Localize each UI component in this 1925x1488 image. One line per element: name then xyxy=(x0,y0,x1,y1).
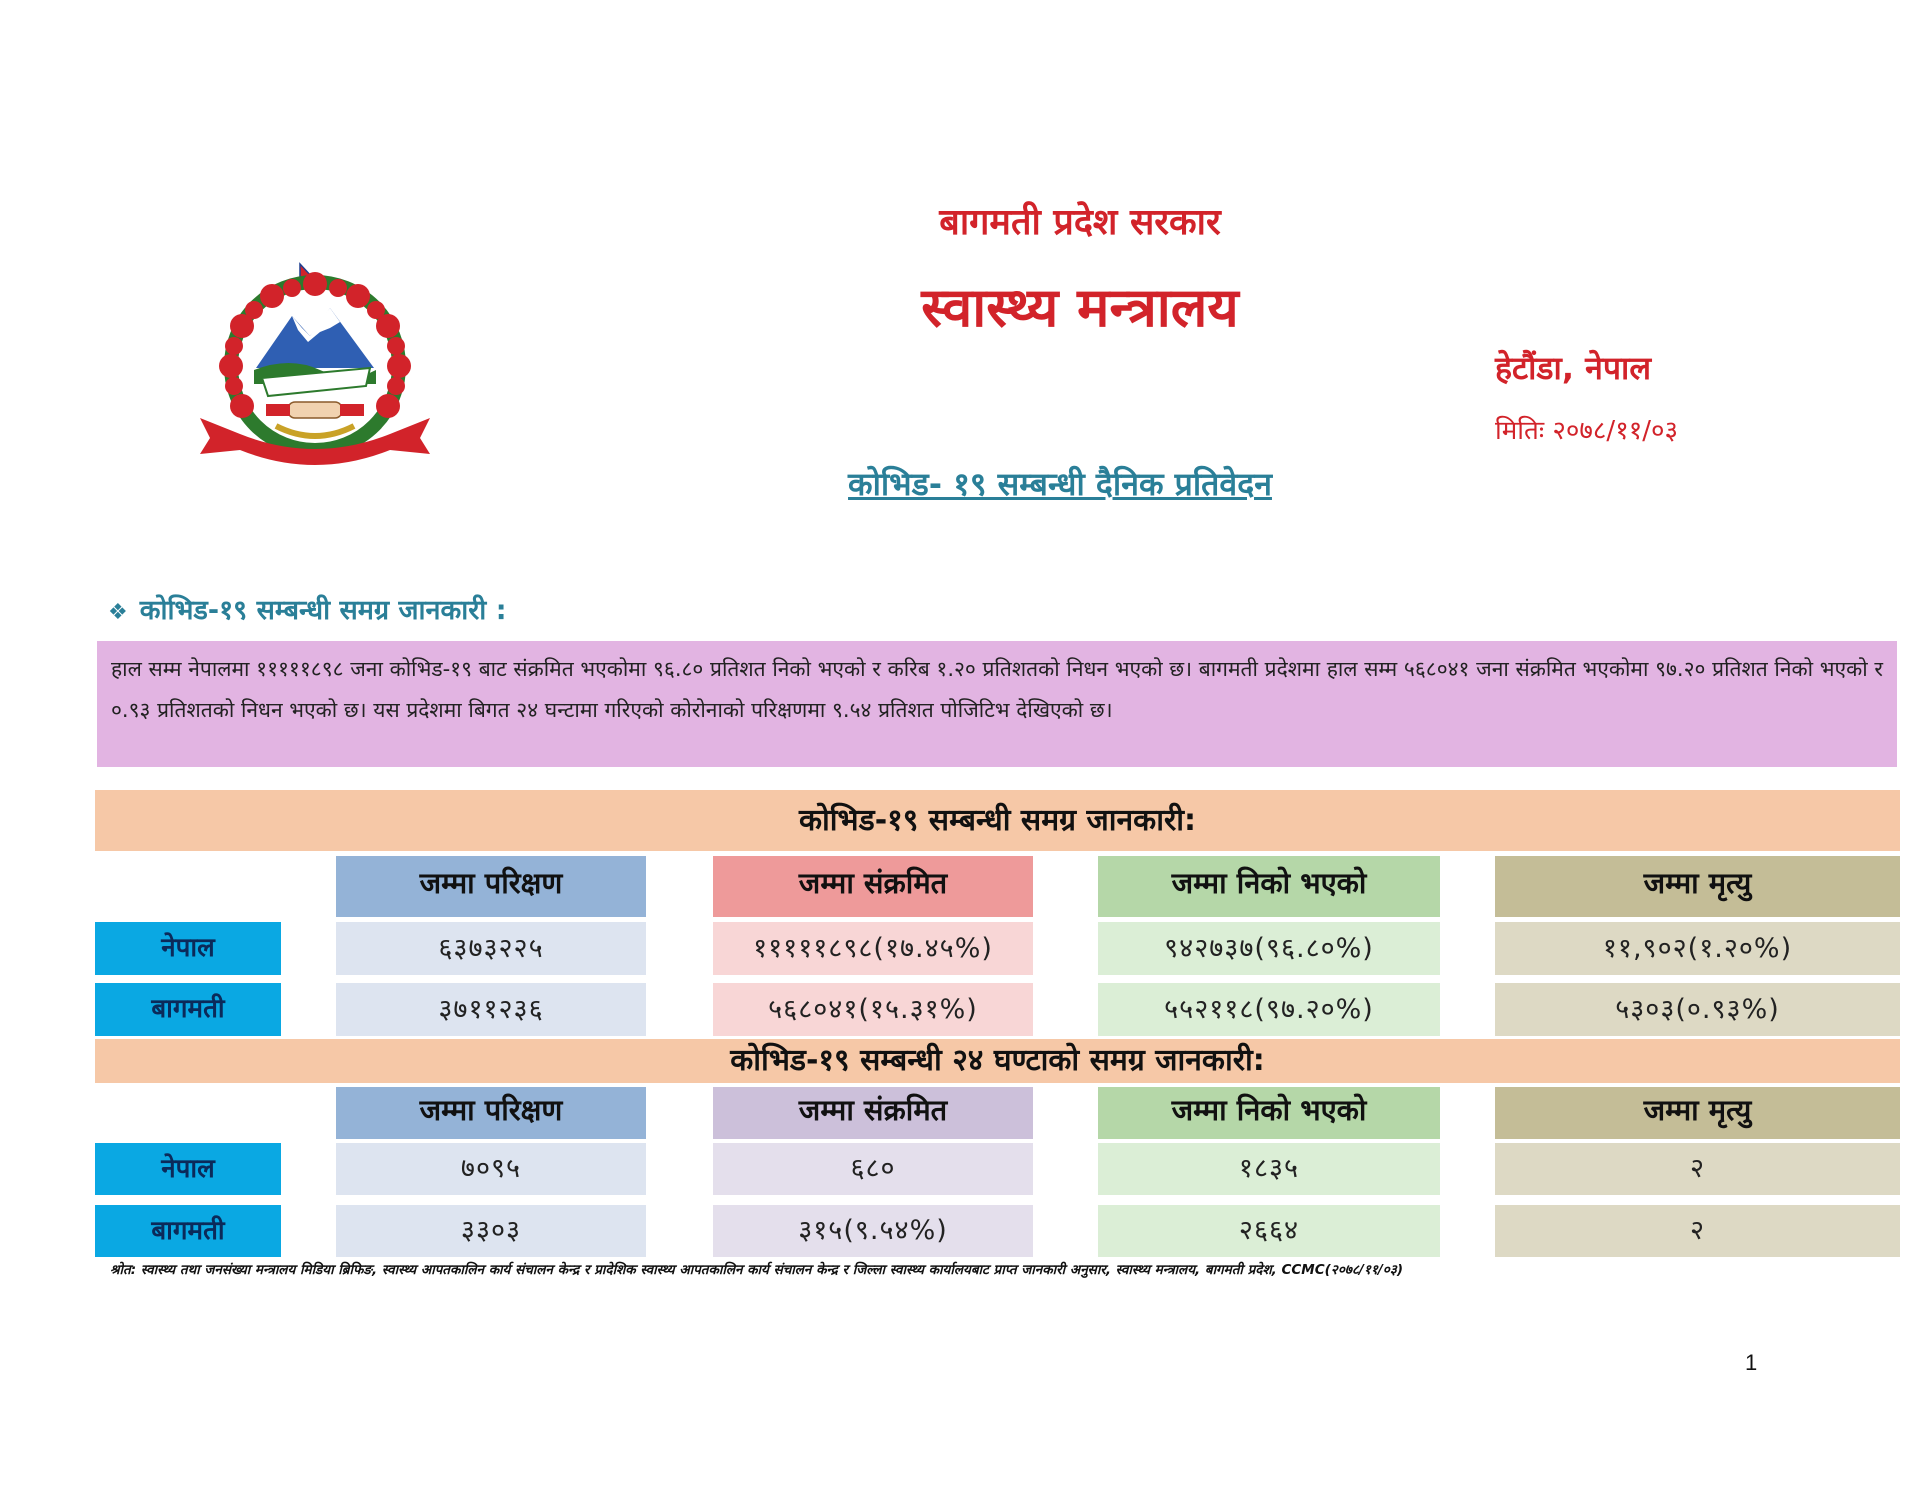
daily-header-total-tests: जम्मा परिक्षण xyxy=(336,1087,646,1139)
overall-header-total-recovered: जम्मा निको भएको xyxy=(1098,856,1440,917)
daily-header-total-deaths: जम्मा मृत्यु xyxy=(1495,1087,1900,1139)
daily-row-label-bagmati: बागमती xyxy=(95,1205,281,1257)
page-number: 1 xyxy=(1745,1350,1758,1375)
section-heading xyxy=(108,590,507,627)
daily-header-total-infected: जम्मा संक्रमित xyxy=(713,1087,1033,1139)
overall-nepal-recovered: ९४२७३७(९६.८०%) xyxy=(1098,922,1440,975)
daily-nepal-deaths: २ xyxy=(1495,1143,1900,1195)
daily-nepal-recovered: १८३५ xyxy=(1098,1143,1440,1195)
report-date: मितिः २०७८/११/०३ xyxy=(1495,416,1679,446)
daily-header-total-recovered: जम्मा निको भएको xyxy=(1098,1087,1440,1139)
daily-nepal-tests: ७०९५ xyxy=(336,1143,646,1195)
government-name: बागमती प्रदेश सरकार xyxy=(939,202,1221,243)
daily-table-title: कोभिड-१९ सम्बन्धी २४ घण्टाको समग्र जानकारी: xyxy=(95,1039,1900,1083)
overall-header-total-tests: जम्मा परिक्षण xyxy=(336,856,646,917)
overall-bagmati-infected: ५६८०४१(१५.३१%) xyxy=(713,983,1033,1036)
section-heading-text: कोभिड-१९ सम्बन्धी समग्र जानकारी : xyxy=(139,595,507,626)
source-note: श्रोत: स्वास्थ्य तथा जनसंख्या मन्त्रालय मिडिया ब्रिफिङ, स्वास्थ्य आपतकालिन कार्य संचालन केन्द्र र प्रादेशिक स्वास्थ्य आपतकालिन कार्य संचालन केन्द्र र जिल्ला स्वास्थ्य कार्यालयबाट प्राप्त जानकारी अनुसार, स्वास्थ्य मन्त्रालय, बागमती प्रदेश, CCMC(२०७८/११/०३) xyxy=(110,1262,1404,1278)
report-title: कोभिड- १९ सम्बन्धी दैनिक प्रतिवेदन xyxy=(848,465,1272,503)
overall-header-total-deaths: जम्मा मृत्यु xyxy=(1495,856,1900,917)
daily-row-label-nepal: नेपाल xyxy=(95,1143,281,1195)
office-location: हेटौंडा, नेपाल xyxy=(1495,349,1652,387)
diamond-bullet-icon: ❖ xyxy=(108,600,128,625)
overall-nepal-tests: ६३७३२२५ xyxy=(336,922,646,975)
overall-row-label-nepal: नेपाल xyxy=(95,922,281,975)
overall-bagmati-deaths: ५३०३(०.९३%) xyxy=(1495,983,1900,1036)
ministry-name: स्वास्थ्य मन्त्रालय xyxy=(921,276,1239,339)
summary-paragraph: हाल सम्म नेपालमा १११११८९८ जना कोभिड-१९ बाट संक्रमित भएकोमा ९६.८० प्रतिशत निको भएको र करिब १.२० प्रतिशतको निधन भएको छ। बागमती प्रदेशमा हाल सम्म ५६८०४१ जना संक्रमित भएकोमा ९७.२० प्रतिशत निको भएको र ०.९३ प्रतिशतको निधन भएको छ। यस प्रदेशमा बिगत २४ घन्टामा गरिएको कोरोनाको परिक्षणमा ९.५४ प्रतिशत पोजिटिभ देखिएको छ। xyxy=(97,641,1897,767)
overall-row-label-bagmati: बागमती xyxy=(95,983,281,1036)
overall-nepal-infected: १११११८९८(१७.४५%) xyxy=(713,922,1033,975)
overall-table-title: कोभिड-१९ सम्बन्धी समग्र जानकारी: xyxy=(95,790,1900,851)
overall-header-total-infected: जम्मा संक्रमित xyxy=(713,856,1033,917)
overall-bagmati-recovered: ५५२११८(९७.२०%) xyxy=(1098,983,1440,1036)
overall-bagmati-tests: ३७११२३६ xyxy=(336,983,646,1036)
daily-nepal-infected: ६८० xyxy=(713,1143,1033,1195)
daily-bagmati-deaths: २ xyxy=(1495,1205,1900,1257)
daily-bagmati-infected: ३१५(९.५४%) xyxy=(713,1205,1033,1257)
daily-bagmati-tests: ३३०३ xyxy=(336,1205,646,1257)
daily-bagmati-recovered: २६६४ xyxy=(1098,1205,1440,1257)
overall-nepal-deaths: ११,९०२(१.२०%) xyxy=(1495,922,1900,975)
nepal-emblem-icon xyxy=(180,258,450,473)
